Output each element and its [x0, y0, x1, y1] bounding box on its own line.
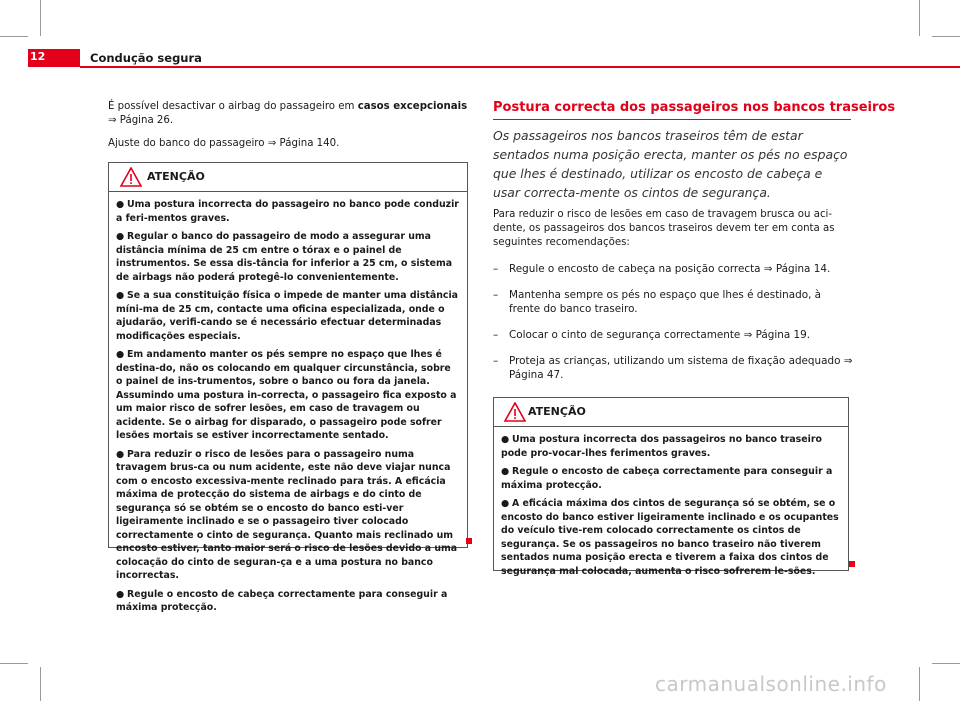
warning-triangle-icon [504, 402, 526, 422]
crop-mark [40, 667, 41, 701]
section-rule [493, 119, 851, 120]
watermark: carmanualsonline.info [655, 672, 887, 696]
warning-item: ● Regule o encosto de cabeça correctamente para conseguir a máxima protecção. [116, 588, 448, 613]
paragraph [108, 100, 468, 114]
header-rule [80, 66, 960, 68]
page-reference[interactable]: ⇒ Página 26. [108, 115, 174, 126]
warning-item: ● Para reduzir o risco de lesões para o passageiro numa travagem brus-ca ou num acidente, este não deve viajar nunca com o encosto excessiva-mente reclinado para trás. A eficácia máxima de protecção do sistema de airbags e do cinto de segurança só se obtém se o encosto do banco esti-ver ligeiramente inclinado e se o passageiro tiver colocado correctamente o cinto de segurança. Quanto mais reclinado um encosto estiver, tanto maior será o risco de lesões devido a uma colocação do cinto de seguran-ça e a uma postura no banco incorrectas. [116, 448, 458, 581]
warning-item: ● Em andamento manter os pés sempre no espaço que lhes é destina-do, não os colocando em qualquer circunstância, sobre o painel de ins-trumentos, sobre o banco ou fora da janela. Assumindo uma postura in-correcta, o passageiro fica exposto a um maior risco de sofrer lesões, em caso de travagem ou acidente. Se o airbag for disparado, o passageiro pode sofrer lesões mortais se estiver incorrectamente sentado. [116, 349, 457, 441]
warning-item: ● Regule o encosto de cabeça correctamente para conseguir a máxima protecção. [501, 466, 833, 491]
warning-item: ● A eficácia máxima dos cintos de segurança só se obtém, se o encosto do banco estiver ligeiramente inclinado e os ocupantes do veículo tive-rem colocado correctamente os cintos de segurança. Se os passageiros no banco traseiro não tiverem sentados numa posição erecta e tiverem a faixa dos cintos de segurança mal colocada, aumenta o risco sofrerem le-sões. [501, 498, 839, 577]
paragraph-emphasis: casos excepcionais [357, 101, 468, 112]
page-header-title: Condução segura [90, 51, 202, 65]
recommendation-list [493, 262, 853, 394]
paragraph: Ajuste do banco do passageiro ⇒ Página 140. [108, 138, 340, 149]
warning-box [493, 397, 849, 577]
crop-mark [40, 0, 41, 36]
crop-mark [932, 36, 960, 37]
warning-item: ● Se a sua constituição física o impede de manter uma distância míni-ma de 25 cm, contacte uma oficina especializada, onde o ajudarão, verifi-cando se é necessário efectuar determinadas modificações especiais. [116, 290, 458, 342]
warning-item: ● Uma postura incorrecta dos passageiros no banco traseiro pode pro-vocar-lhes ferimentos graves. [501, 434, 822, 459]
warning-body [109, 192, 467, 624]
section-intro: Os passageiros nos bancos traseiros têm de estar sentados numa posição erecta, manter os pés no espaço que lhes é destinado, utilizar os encosto de cabeça e usar correcta-mente os cintos de segurança. [493, 128, 848, 200]
crop-mark [919, 0, 920, 36]
crop-mark [0, 36, 28, 37]
section-end-mark [849, 561, 855, 567]
warning-box [108, 162, 468, 613]
warning-item: ● Uma postura incorrecta do passageiro no banco pode conduzir a feri-mentos graves. [116, 199, 459, 224]
crop-mark [0, 663, 28, 664]
left-column [108, 100, 468, 151]
crop-mark [932, 663, 960, 664]
list-item: – Mantenha sempre os pés no espaço que lhes é destinado, à frente do banco traseiro. [493, 289, 822, 315]
section-title: Postura correcta dos passageiros nos bancos traseiros [493, 100, 896, 115]
paragraph-text: É possível desactivar o airbag do passageiro em [108, 101, 358, 112]
page-number: 12 [30, 50, 46, 63]
warning-title: ATENÇÃO [528, 405, 586, 418]
list-item: – Regule o encosto de cabeça na posição correcta ⇒ Página 14. [493, 263, 831, 275]
warning-header [494, 398, 848, 427]
section-end-mark [466, 538, 472, 544]
list-item: – Colocar o cinto de segurança correctamente ⇒ Página 19. [493, 329, 811, 341]
body-paragraph: Para reduzir o risco de lesões em caso de travagem brusca ou aci-dente, os passageiros dos bancos traseiros devem ter em conta as seguintes recomendações: [493, 209, 835, 248]
list-item: – Proteja as crianças, utilizando um sistema de fixação adequado ⇒ Página 47. [493, 355, 853, 381]
warning-title: ATENÇÃO [147, 170, 205, 183]
warning-header [109, 163, 467, 192]
warning-body [494, 427, 848, 587]
warning-item: ● Regular o banco do passageiro de modo a assegurar uma distância mínima de 25 cm entre o tórax e o painel de instrumentos. Se essa dis-tância for inferior a 25 cm, o sistema de airbags não poderá protegê-lo convenientemente. [116, 231, 453, 283]
warning-triangle-icon [120, 167, 142, 187]
crop-mark [919, 667, 920, 701]
